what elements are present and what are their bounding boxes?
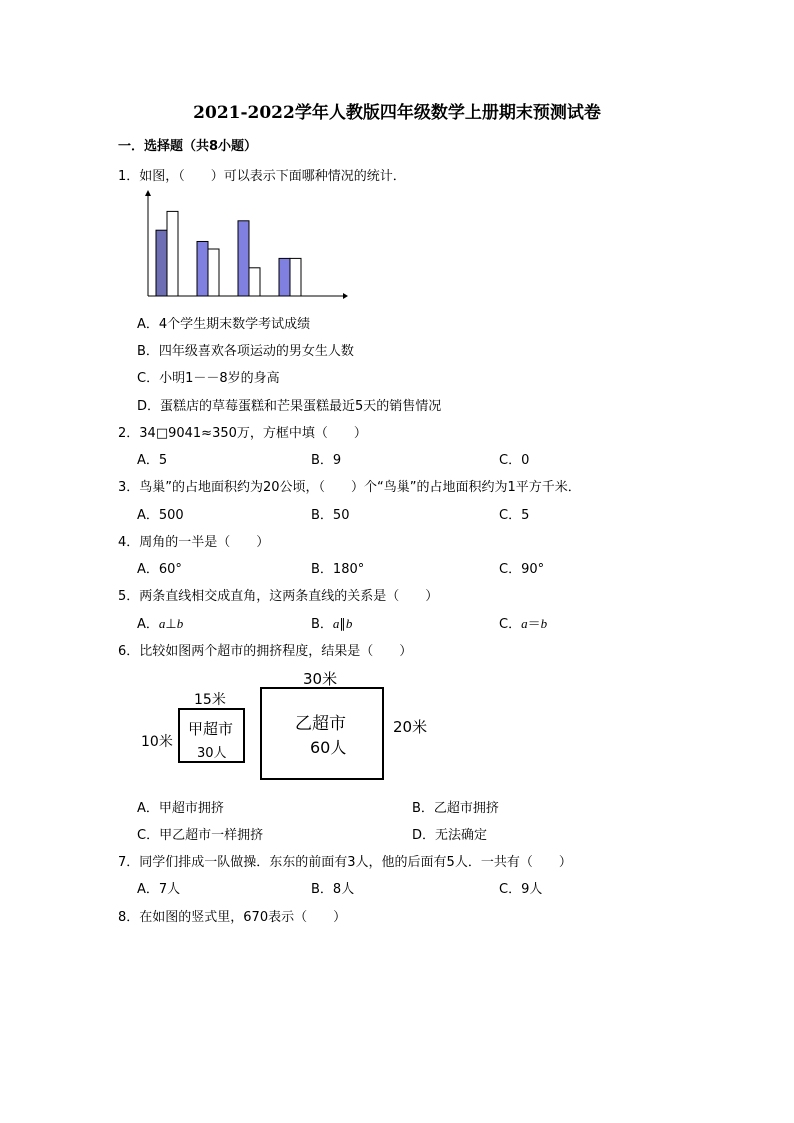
q1-option-c[interactable]: C．小明1－－8岁的身高 — [137, 371, 280, 386]
question-2-stem: 2．34□9041≈350万，方框中填（ ） — [118, 426, 367, 441]
q4-option-a[interactable]: A．60° — [137, 562, 182, 577]
q7-option-a[interactable]: A．7人 — [137, 882, 181, 897]
q2-option-b[interactable]: B．9 — [311, 453, 342, 468]
q6-option-a[interactable]: A．甲超市拥挤 — [137, 801, 224, 816]
bar-series1-group4 — [279, 258, 290, 296]
bar-series2-group2 — [208, 249, 219, 296]
question-7-stem: 7．同学们排成一队做操．东东的前面有3人，他的后面有5人．一共有（ ） — [118, 855, 572, 870]
question-4-stem: 4．周角的一半是（ ） — [118, 535, 270, 550]
q5-option-c-var2: b — [540, 616, 548, 631]
question-8-stem: 8．在如图的竖式里，670表示（ ） — [118, 910, 347, 925]
bar-series2-group1 — [167, 211, 178, 296]
q5-option-a-prefix: A． — [137, 617, 159, 632]
section-heading: 一．选择题（共8小题） — [118, 139, 258, 154]
jia-height-label: 10米 — [141, 734, 173, 750]
question-5-stem: 5．两条直线相交成直角，这两条直线的关系是（ ） — [118, 589, 439, 604]
q3-option-c[interactable]: C．5 — [499, 508, 530, 523]
q7-option-c[interactable]: C．9人 — [499, 882, 543, 897]
question-1-stem: 1．如图，（ ）可以表示下面哪种情况的统计． — [118, 169, 406, 184]
yi-height-label: 20米 — [393, 718, 428, 736]
q5-option-a-var2: b — [176, 616, 184, 631]
q5-option-b-var2: b — [345, 616, 353, 631]
q5-option-b-prefix: B． — [311, 617, 333, 632]
yi-supermarket-name: 乙超市 — [295, 714, 346, 734]
q6-option-d[interactable]: D．无法确定 — [412, 828, 488, 843]
bar-series1-group2 — [197, 241, 208, 296]
y-axis-arrow — [145, 190, 151, 196]
chart-bars — [156, 211, 301, 296]
jia-width-label: 15米 — [194, 692, 226, 708]
page-title: 2021-2022学年人教版四年级数学上册期末预测试卷 — [193, 103, 601, 123]
q5-option-a[interactable] — [137, 613, 183, 632]
q5-option-c[interactable] — [499, 613, 547, 632]
q4-option-c[interactable]: C．90° — [499, 562, 545, 577]
x-axis-arrow — [343, 293, 348, 299]
q1-option-a[interactable]: A．4个学生期末数学考试成绩 — [137, 317, 311, 332]
q3-option-a[interactable]: A．500 — [137, 508, 184, 523]
q6-option-c[interactable]: C．甲乙超市一样拥挤 — [137, 828, 264, 843]
bar-series2-group3 — [249, 268, 260, 296]
q5-option-b[interactable] — [311, 613, 352, 632]
bar-series1-group1 — [156, 230, 167, 296]
question-3-stem: 3．鸟巢”的占地面积约为20公顷，（ ）个“鸟巢”的占地面积约为1平方千米． — [118, 480, 581, 495]
q5-option-b-op: ∥ — [339, 617, 346, 632]
q4-option-b[interactable]: B．180° — [311, 562, 365, 577]
q3-option-b[interactable]: B．50 — [311, 508, 350, 523]
q5-option-b-var1: a — [332, 616, 340, 631]
jia-supermarket-people: 30人 — [197, 746, 227, 761]
q1-option-b[interactable]: B．四年级喜欢各项运动的男女生人数 — [137, 344, 354, 359]
supermarket-figure — [137, 665, 437, 790]
q5-option-a-var1: a — [158, 616, 166, 631]
q6-option-b[interactable]: B．乙超市拥挤 — [412, 801, 499, 816]
q5-option-c-var1: a — [521, 616, 528, 631]
bar-chart — [138, 188, 348, 303]
q2-option-a[interactable]: A．5 — [137, 453, 168, 468]
bar-series2-group4 — [290, 258, 301, 296]
yi-supermarket-people: 60人 — [310, 738, 347, 757]
q7-option-b[interactable]: B．8人 — [311, 882, 355, 897]
jia-supermarket-name: 甲超市 — [188, 720, 234, 738]
question-6-stem: 6．比较如图两个超市的拥挤程度，结果是（ ） — [118, 644, 413, 659]
q5-option-a-op: ⊥ — [165, 617, 177, 632]
q2-option-c[interactable]: C．0 — [499, 453, 530, 468]
q5-option-c-prefix: C． — [499, 617, 522, 632]
q1-option-d[interactable]: D．蛋糕店的草莓蛋糕和芒果蛋糕最近5天的销售情况 — [137, 399, 442, 414]
yi-width-label: 30米 — [303, 670, 338, 688]
q5-option-c-op: ＝ — [527, 617, 541, 632]
bar-series1-group3 — [238, 221, 249, 296]
